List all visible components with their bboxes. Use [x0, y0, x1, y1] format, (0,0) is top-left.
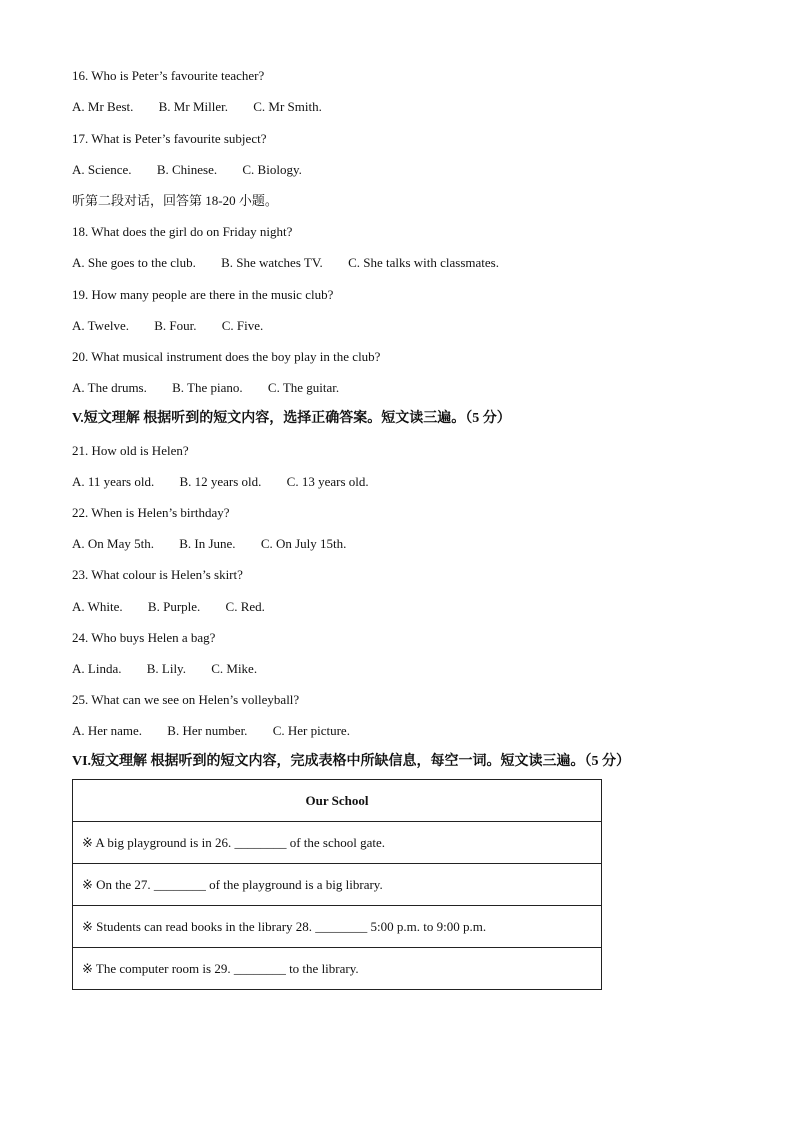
options-25: [72, 723, 350, 739]
option-16-a: A. Mr Best.: [72, 99, 134, 114]
section-5-heading: V.短文理解 根据听到的短文内容，选择正确答案。短文读三遍。（5 分）: [72, 411, 511, 426]
option-19-c: C. Five.: [221, 318, 264, 333]
question-23: 23. What colour is Helen’s skirt?: [72, 567, 243, 582]
table-title: Our School: [73, 780, 602, 822]
option-20-a: A. The drums.: [72, 380, 147, 395]
option-21-a: A. 11 years old.: [72, 474, 155, 489]
option-19-a: A. Twelve.: [72, 318, 129, 333]
question-18: 18. What does the girl do on Friday night?: [72, 224, 293, 239]
option-18-c: C. She talks with classmates.: [348, 255, 499, 270]
option-22-a: A. On May 5th.: [72, 536, 154, 551]
options-16: [72, 99, 322, 115]
listening-note-2: 听第二段对话，回答第 18-20 小题。: [72, 193, 278, 208]
option-24-a: A. Linda.: [72, 661, 122, 676]
option-22-b: B. In June.: [179, 536, 236, 551]
table-row: [73, 948, 602, 990]
table-row: [73, 906, 602, 948]
options-21: [72, 474, 369, 490]
option-16-c: C. Mr Smith.: [253, 99, 322, 114]
option-22-c: C. On July 15th.: [260, 536, 347, 551]
option-20-b: B. The piano.: [172, 380, 243, 395]
options-17: [72, 162, 302, 178]
option-19-b: B. Four.: [154, 318, 197, 333]
options-19: [72, 318, 263, 334]
section-6-heading: VI.短文理解 根据听到的短文内容，完成表格中所缺信息，每空一词。短文读三遍。（5 分）: [72, 754, 631, 769]
option-25-b: B. Her number.: [167, 723, 248, 738]
option-18-a: A. She goes to the club.: [72, 255, 196, 270]
our-school-table: [72, 779, 602, 990]
options-24: [72, 661, 257, 677]
option-23-c: C. Red.: [225, 599, 265, 614]
option-17-b: B. Chinese.: [156, 162, 218, 177]
table-row-28: ※ Students can read books in the library 28. ________ 5:00 p.m. to 9:00 p.m.: [73, 906, 602, 948]
question-17: 17. What is Peter’s favourite subject?: [72, 131, 267, 146]
table-row-26: ※ A big playground is in 26. ________ of the school gate.: [73, 822, 602, 864]
option-24-b: B. Lily.: [146, 661, 186, 676]
table-row-29: ※ The computer room is 29. ________ to the library.: [73, 948, 602, 990]
options-18: [72, 255, 499, 271]
option-17-a: A. Science.: [72, 162, 132, 177]
question-19: 19. How many people are there in the music club?: [72, 287, 334, 302]
option-21-b: B. 12 years old.: [179, 474, 262, 489]
table-header-row: [73, 780, 602, 822]
option-20-c: C. The guitar.: [267, 380, 340, 395]
options-22: [72, 536, 346, 552]
option-23-a: A. White.: [72, 599, 123, 614]
option-21-c: C. 13 years old.: [286, 474, 369, 489]
option-24-c: C. Mike.: [211, 661, 258, 676]
option-18-b: B. She watches TV.: [221, 255, 323, 270]
option-25-c: C. Her picture.: [272, 723, 350, 738]
options-20: [72, 380, 339, 396]
question-16: 16. Who is Peter’s favourite teacher?: [72, 68, 265, 83]
question-25: 25. What can we see on Helen’s volleyball?: [72, 692, 300, 707]
option-17-c: C. Biology.: [242, 162, 302, 177]
table-row: [73, 864, 602, 906]
question-22: 22. When is Helen’s birthday?: [72, 505, 230, 520]
options-23: [72, 599, 265, 615]
table-row: [73, 822, 602, 864]
question-21: 21. How old is Helen?: [72, 443, 189, 458]
option-23-b: B. Purple.: [147, 599, 201, 614]
option-16-b: B. Mr Miller.: [158, 99, 228, 114]
question-24: 24. Who buys Helen a bag?: [72, 630, 216, 645]
question-20: 20. What musical instrument does the boy play in the club?: [72, 349, 381, 364]
option-25-a: A. Her name.: [72, 723, 143, 738]
table-row-27: ※ On the 27. ________ of the playground is a big library.: [73, 864, 602, 906]
